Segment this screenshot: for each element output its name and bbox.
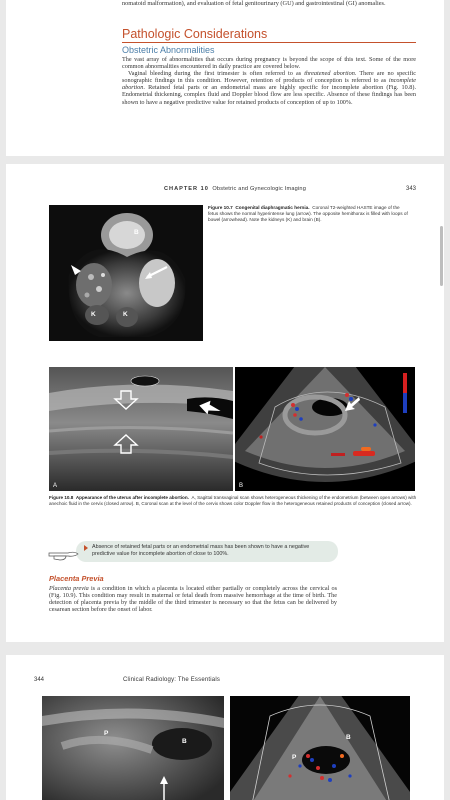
book-page-343 — [6, 164, 444, 642]
callout-text: Absence of retained fetal parts or an endometrial mass has been shown to have a negative predictive value for incomplete abortion of close to 100%. — [92, 544, 310, 557]
section-rule — [122, 42, 416, 43]
label-placenta: P — [104, 730, 109, 737]
ultrasound-image-placenta-right — [230, 696, 410, 800]
bullet-triangle-icon — [84, 545, 88, 551]
figure-text: Coronal T2-weighted HASTE image of the fetus shows the normal hyperintense lung (arrow). The opposite hemithorax is filled with loops of bowel (arrowhead). Note the kidneys (K) and brain (B). — [208, 205, 408, 222]
section-heading: Pathologic Considerations — [122, 27, 268, 41]
subsection-heading: Obstetric Abnormalities — [122, 45, 215, 55]
ultrasound-image-a — [49, 367, 233, 491]
placenta-previa-heading: Placenta Previa — [49, 574, 104, 583]
book-page-344 — [6, 655, 444, 800]
figure-10-7-caption — [208, 205, 408, 223]
label-brain: B — [134, 229, 139, 236]
chapter-title: Obstetric and Gynecologic Imaging — [212, 186, 307, 192]
label-kidney: K — [123, 311, 128, 318]
ultrasound-image-placenta-left — [42, 696, 224, 800]
page-number: 343 — [406, 186, 417, 192]
term-incomplete-abortion: incomplete abortion — [122, 77, 416, 92]
figure-10-8-caption — [49, 495, 419, 507]
label-kidney: K — [91, 311, 96, 318]
book-page-342 — [6, 0, 444, 156]
pointing-hand-icon — [48, 547, 80, 561]
continued-text: nomatoid malformation), and evaluation of fetal genitourinary (GU) and gastrointestinal (GI) anomalies. — [122, 0, 386, 7]
scrollbar-thumb[interactable] — [440, 226, 443, 286]
mri-image-diaphragmatic-hernia — [49, 205, 203, 341]
label-bladder: B — [182, 738, 187, 745]
text-run: . There are no specific sonographic findings in this condition. However, retention of products of conception is referred to as — [122, 70, 417, 85]
ultrasound-image-b-doppler — [235, 367, 415, 491]
figure-label: Figure 10.7 — [208, 205, 233, 210]
text-run: . Retained fetal parts or an endometrial mass are highly specific for incomplete abortion (Fig. 10.8). Endometrial thickening, complex fluid and Doppler blood flow are less specific. Absence of these findings has been shown to have a negative predictive value for retained products of conception of up to 100%. — [122, 84, 416, 106]
figure-title: Congenital diaphragmatic hernia. — [235, 205, 310, 210]
running-header: Clinical Radiology: The Essentials — [123, 677, 221, 683]
label-placenta: P — [292, 754, 297, 761]
figure-text: A, Sagittal transvaginal scan shows heterogeneous thickening of the endometrium (between open arrows) with anechoic fluid in the cervix (closed arrow). B, Coronal scan at the level of the cervix shows color Doppler flow in the heterogeneous retained products of conception (closed arrow). — [49, 495, 417, 506]
label-bladder: B — [346, 734, 351, 741]
mri-graphic — [49, 205, 203, 341]
paragraph-2 — [122, 70, 416, 105]
key-point-callout — [48, 539, 340, 565]
panel-label-b: B — [239, 483, 244, 489]
chapter-label: CHAPTER 10 — [164, 186, 209, 192]
ultrasound-graphic — [42, 696, 224, 800]
text-run: is a condition in which a placenta is located either partially or completely across the cervical os (Fig. 10.9). This condition may result in maternal or fetal death from massive hemorrhage at the time of birth. The detection of placenta previa by the middle of the third trimester is necessary so that the fetus can be delivered by cesarean section before the onset of labor. — [49, 585, 337, 614]
placenta-previa-paragraph — [49, 585, 337, 613]
text-run: Vaginal bleeding during the first trimester is often referred to as — [128, 70, 305, 78]
page-number: 344 — [34, 677, 45, 683]
ultrasound-graphic — [49, 367, 233, 491]
paragraph-1: The vast array of abnormalities that occurs during pregnancy is beyond the scope of this text. Some of the more common abnormalities encountered in daily practice are covered below. — [122, 56, 416, 71]
term-placenta-previa: Placenta previa — [49, 585, 89, 592]
doppler-graphic — [235, 367, 415, 491]
running-header — [164, 186, 306, 192]
doppler-graphic — [230, 696, 410, 800]
figure-title: Appearance of the uterus after incomplete abortion. — [75, 495, 189, 500]
figure-label: Figure 10.8 — [49, 495, 74, 500]
body-text — [122, 56, 416, 106]
panel-label-a: A — [53, 483, 58, 489]
term-threatened-abortion: threatened abortion — [304, 70, 355, 78]
